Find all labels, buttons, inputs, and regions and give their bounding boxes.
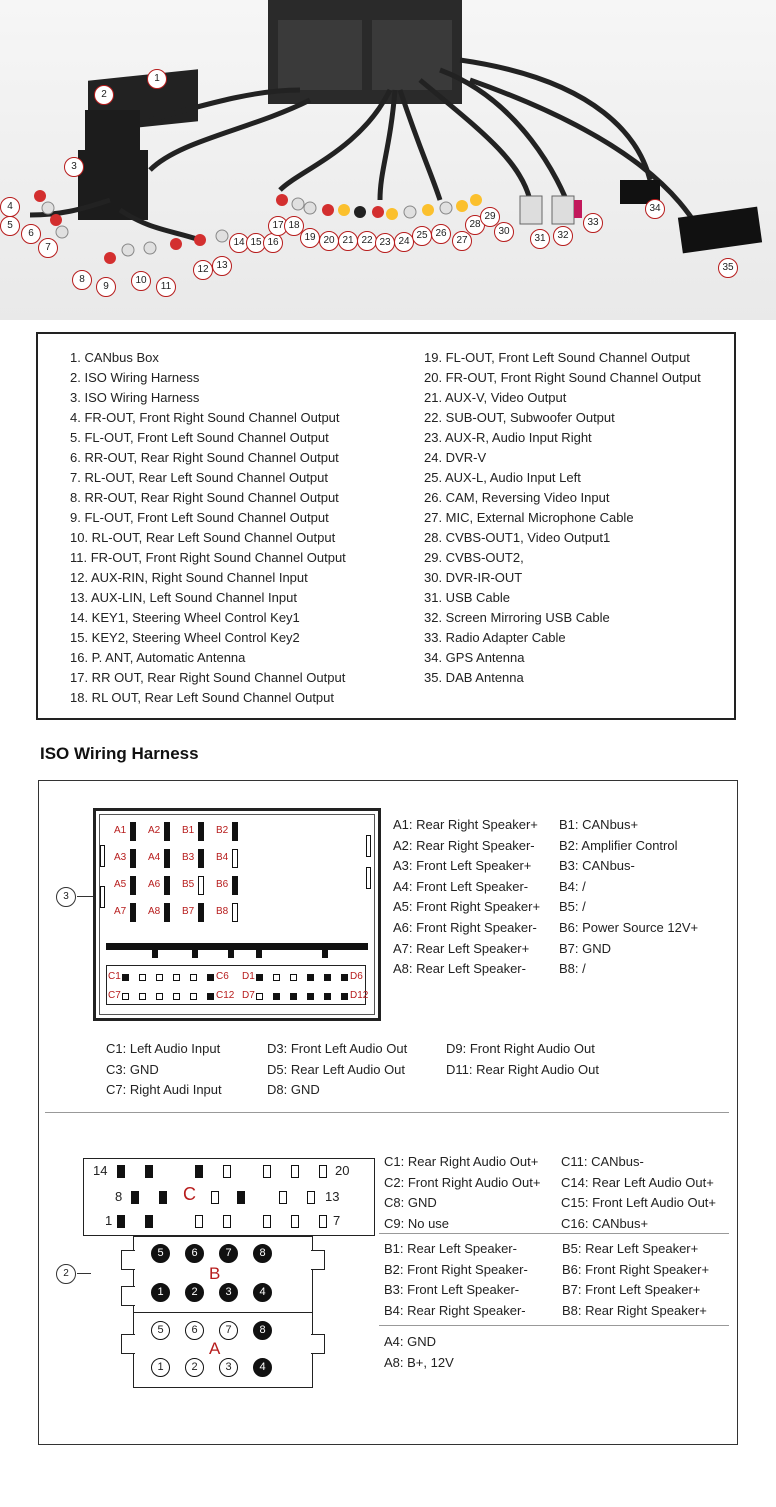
pin-description: C1: Rear Right Audio Out+ (384, 1154, 539, 1169)
pin-circle: 1 (151, 1283, 170, 1302)
pin-label: A1 (114, 825, 127, 836)
pin-contact-filled (164, 876, 170, 895)
legend-item: 5. FL-OUT, Front Left Sound Channel Output (70, 430, 329, 445)
pin-contact-filled (130, 876, 136, 895)
legend-item: 23. AUX-R, Audio Input Right (424, 430, 592, 445)
contact (341, 974, 348, 981)
pin-description: B3: CANbus- (559, 858, 635, 874)
callout-31: 31 (530, 229, 550, 249)
pin-contact-empty (198, 876, 204, 895)
callout-27: 27 (452, 231, 472, 251)
legend-right-column (424, 348, 701, 688)
side-notch (121, 1286, 135, 1306)
callout-2: 2 (94, 85, 114, 105)
callout-32: 32 (553, 226, 573, 246)
pin-contact-empty (232, 849, 238, 868)
legend-item: 25. AUX-L, Audio Input Left (424, 470, 581, 485)
pin-circle: 3 (219, 1283, 238, 1302)
contact (341, 993, 348, 1000)
product-photo (0, 0, 776, 320)
pin-description: B6: Front Right Speaker+ (562, 1261, 710, 1277)
latch-tab (100, 886, 105, 908)
callout-25: 25 (412, 226, 432, 246)
pin-description: C2: Front Right Audio Out+ (384, 1174, 541, 1190)
contact (173, 993, 180, 1000)
contact (273, 974, 280, 981)
pin-description: A4: GND (384, 1334, 437, 1349)
pin-description: A5: Front Right Speaker+ (393, 899, 541, 915)
pin-label: A5 (114, 879, 127, 890)
callout-5: 5 (0, 216, 20, 236)
legend-item: 2. ISO Wiring Harness (70, 370, 200, 385)
c-contact (279, 1191, 287, 1204)
pin-description: C3: GND (106, 1061, 159, 1077)
legend-item: 21. AUX-V, Video Output (424, 390, 567, 405)
pin-description: B8: Rear Right Speaker+ (562, 1302, 707, 1318)
pin-number: 7 (333, 1213, 341, 1228)
pin-description: B3: Front Left Speaker- (384, 1282, 520, 1298)
side-notch (311, 1334, 325, 1354)
callout-9: 9 (96, 277, 116, 297)
callout-34: 34 (645, 199, 665, 219)
pin-number: 8 (115, 1189, 123, 1204)
contact (190, 993, 197, 1000)
pin-circle: 8 (253, 1321, 272, 1340)
contact (122, 974, 129, 981)
contact (307, 993, 314, 1000)
row-label: D6 (350, 971, 363, 982)
pin-description: D5: Rear Left Audio Out (267, 1061, 406, 1077)
latch-tab (366, 867, 371, 889)
legend-item: 14. KEY1, Steering Wheel Control Key1 (70, 610, 300, 625)
callout-24: 24 (394, 232, 414, 252)
a-section-letter: A (209, 1339, 221, 1358)
pin-circle: 5 (151, 1321, 170, 1340)
c-contact (195, 1215, 203, 1228)
pin-description: D9: Front Right Audio Out (446, 1041, 595, 1056)
c-contact (117, 1215, 125, 1228)
pin-circle: 7 (219, 1321, 238, 1340)
pin-description: A2: Rear Right Speaker- (393, 837, 535, 853)
callout-28: 28 (465, 215, 485, 235)
legend-item: 17. RR OUT, Rear Right Sound Channel Output (70, 670, 346, 685)
c-contact (195, 1165, 203, 1178)
contact (139, 993, 146, 1000)
contact (307, 974, 314, 981)
legend-item: 12. AUX-RIN, Right Sound Channel Input (70, 570, 308, 585)
row-label: D7 (242, 990, 255, 1001)
connector-3 (93, 808, 381, 1021)
pin-contact-filled (130, 903, 136, 922)
contact (156, 974, 163, 981)
c-contact (223, 1215, 231, 1228)
pin-circle: 2 (185, 1358, 204, 1377)
ab-divider (133, 1312, 313, 1313)
pin-label: B3 (182, 852, 195, 863)
pin-description: C15: Front Left Audio Out+ (561, 1195, 717, 1211)
contact (290, 974, 297, 981)
pin-label: B5 (182, 879, 195, 890)
callout-15: 15 (246, 233, 266, 253)
divider (379, 1233, 729, 1234)
c-section-letter: C (183, 1184, 196, 1204)
pin-description: B4: Rear Right Speaker- (384, 1302, 526, 1318)
contact (173, 974, 180, 981)
pin-contact-filled (164, 849, 170, 868)
pin-description: A8: Rear Left Speaker- (393, 961, 526, 977)
pin-circle: 6 (185, 1244, 204, 1263)
callout-1: 1 (147, 69, 167, 89)
pin-description: A1: Rear Right Speaker+ (393, 817, 538, 832)
harness-illustration (0, 0, 776, 320)
c-contact (223, 1165, 231, 1178)
pin-number: 14 (93, 1163, 108, 1178)
connector-3-callout: 3 (56, 887, 76, 907)
pin-description: A8: B+, 12V (384, 1354, 454, 1370)
key-notch (152, 950, 158, 958)
callout-10: 10 (131, 271, 151, 291)
callout-17: 17 (268, 216, 288, 236)
pin-label: B1 (182, 825, 195, 836)
iso-diagram-box (38, 780, 738, 1445)
pin-description: C14: Rear Left Audio Out+ (561, 1174, 714, 1190)
legend-item: 22. SUB-OUT, Subwoofer Output (424, 410, 615, 425)
callout-21: 21 (338, 231, 358, 251)
row-label: C1 (108, 971, 121, 982)
row-label: D12 (350, 990, 369, 1001)
c-contact (145, 1165, 153, 1178)
pin-description: B1: Rear Left Speaker- (384, 1241, 517, 1256)
c-contact (159, 1191, 167, 1204)
b-section-letter: B (209, 1264, 221, 1283)
pin-description: B6: Power Source 12V+ (559, 920, 699, 935)
c-contact (291, 1165, 299, 1178)
contact (256, 974, 263, 981)
callout-7: 7 (38, 238, 58, 258)
pin-description: C7: Right Audi Input (106, 1082, 222, 1098)
row-label: D1 (242, 971, 255, 982)
legend-item: 11. FR-OUT, Front Right Sound Channel Output (70, 550, 346, 565)
callout-3: 3 (64, 157, 84, 177)
legend-item: 16. P. ANT, Automatic Antenna (70, 650, 246, 665)
legend-item: 35. DAB Antenna (424, 670, 524, 685)
pin-description: C1: Left Audio Input (106, 1041, 221, 1056)
legend-item: 19. FL-OUT, Front Left Sound Channel Output (424, 350, 690, 365)
pin-description: B5: Rear Left Speaker+ (562, 1241, 699, 1256)
pin-circle: 3 (219, 1358, 238, 1377)
legend-item: 18. RL OUT, Rear Left Sound Channel Output (70, 690, 335, 705)
pin-description: C11: CANbus- (561, 1154, 644, 1169)
cable-legend (36, 332, 736, 720)
pin-description: B7: GND (559, 940, 612, 956)
callout-8: 8 (72, 270, 92, 290)
c-contact (319, 1215, 327, 1228)
connector-2-callout: 2 (56, 1264, 76, 1284)
contact (190, 974, 197, 981)
legend-item: 15. KEY2, Steering Wheel Control Key2 (70, 630, 300, 645)
contact (207, 974, 214, 981)
c-contact (117, 1165, 125, 1178)
side-notch (121, 1250, 135, 1270)
legend-item: 6. RR-OUT, Rear Right Sound Channel Output (70, 450, 339, 465)
callout-35: 35 (718, 258, 738, 278)
pin-label: B6 (216, 879, 229, 890)
c-contact (263, 1215, 271, 1228)
legend-item: 3. ISO Wiring Harness (70, 390, 200, 405)
pin-description: B4: / (559, 878, 586, 894)
contact (273, 993, 280, 1000)
divider (379, 1325, 729, 1326)
pin-description: A3: Front Left Speaker+ (393, 858, 532, 874)
legend-item: 31. USB Cable (424, 590, 510, 605)
callout-16: 16 (263, 233, 283, 253)
pin-description: B2: Front Right Speaker- (384, 1261, 528, 1277)
pin-label: A8 (148, 906, 161, 917)
pin-description: C9: No use (384, 1215, 450, 1231)
c-contact (319, 1165, 327, 1178)
pin-description: D11: Rear Right Audio Out (446, 1061, 599, 1077)
pin-circle: 4 (253, 1358, 272, 1377)
pin-description: A4: Front Left Speaker- (393, 878, 529, 894)
pin-description: A6: Front Right Speaker- (393, 920, 537, 935)
c-contact (237, 1191, 245, 1204)
contact (324, 993, 331, 1000)
pin-label: A2 (148, 825, 161, 836)
contact (207, 993, 214, 1000)
callout-29: 29 (480, 207, 500, 227)
legend-item: 28. CVBS-OUT1, Video Output1 (424, 530, 611, 545)
pin-description: C8: GND (384, 1195, 437, 1211)
divider (45, 1112, 729, 1113)
pin-description: D3: Front Left Audio Out (267, 1041, 408, 1056)
pin-contact-filled (164, 903, 170, 922)
pin-contact-filled (130, 822, 136, 841)
c-contact (291, 1215, 299, 1228)
pin-label: B4 (216, 852, 229, 863)
key-notch (228, 950, 234, 958)
callout-23: 23 (375, 233, 395, 253)
contact (156, 993, 163, 1000)
callout-13: 13 (212, 256, 232, 276)
section-title: ISO Wiring Harness (40, 744, 199, 763)
pin-label: A6 (148, 879, 161, 890)
callout-6: 6 (21, 224, 41, 244)
pin-label: A7 (114, 906, 127, 917)
callout-14: 14 (229, 233, 249, 253)
contact (122, 993, 129, 1000)
legend-item: 7. RL-OUT, Rear Left Sound Channel Output (70, 470, 328, 485)
divider-bar (106, 943, 368, 950)
pin-contact-filled (232, 822, 238, 841)
legend-item: 32. Screen Mirroring USB Cable (424, 610, 610, 625)
contact (324, 974, 331, 981)
pin-description: A7: Rear Left Speaker+ (393, 940, 530, 956)
row-label: C6 (216, 971, 229, 982)
legend-item: 29. CVBS-OUT2, (424, 550, 524, 565)
legend-item: 9. FL-OUT, Front Left Sound Channel Output (70, 510, 329, 525)
pin-description: B5: / (559, 899, 586, 915)
c-contact (131, 1191, 139, 1204)
pin-label: A4 (148, 852, 161, 863)
pin-circle: 4 (253, 1283, 272, 1302)
callout-26: 26 (431, 224, 451, 244)
key-notch (322, 950, 328, 958)
pin-label: A3 (114, 852, 127, 863)
legend-left-column (70, 348, 346, 708)
pin-description: B2: Amplifier Control (559, 837, 678, 853)
pin-number: 13 (325, 1189, 340, 1204)
pin-label: B7 (182, 906, 195, 917)
callout-leader (77, 896, 93, 897)
latch-tab (100, 845, 105, 867)
legend-item: 8. RR-OUT, Rear Right Sound Channel Output (70, 490, 339, 505)
pin-circle: 7 (219, 1244, 238, 1263)
legend-item: 20. FR-OUT, Front Right Sound Channel Output (424, 370, 701, 385)
callout-18: 18 (284, 216, 304, 236)
legend-item: 34. GPS Antenna (424, 650, 525, 665)
callout-20: 20 (319, 231, 339, 251)
pin-contact-filled (164, 822, 170, 841)
pin-contact-empty (232, 903, 238, 922)
legend-item: 26. CAM, Reversing Video Input (424, 490, 610, 505)
pin-label: B8 (216, 906, 229, 917)
legend-item: 24. DVR-V (424, 450, 487, 465)
callout-4: 4 (0, 197, 20, 217)
pin-description: B1: CANbus+ (559, 817, 639, 832)
pin-label: B2 (216, 825, 229, 836)
callout-19: 19 (300, 228, 320, 248)
legend-item: 33. Radio Adapter Cable (424, 630, 566, 645)
legend-item: 13. AUX-LIN, Left Sound Channel Input (70, 590, 297, 605)
pin-contact-filled (232, 876, 238, 895)
pin-description: B8: / (559, 961, 586, 977)
pin-number: 20 (335, 1163, 350, 1178)
c-contact (145, 1215, 153, 1228)
legend-item: 10. RL-OUT, Rear Left Sound Channel Output (70, 530, 336, 545)
pin-circle: 1 (151, 1358, 170, 1377)
c-contact (211, 1191, 219, 1204)
callout-33: 33 (583, 213, 603, 233)
pin-contact-filled (198, 903, 204, 922)
callout-22: 22 (357, 231, 377, 251)
key-notch (256, 950, 262, 958)
pin-circle: 6 (185, 1321, 204, 1340)
pin-circle: 8 (253, 1244, 272, 1263)
c-contact (263, 1165, 271, 1178)
callout-30: 30 (494, 222, 514, 242)
row-label: C12 (216, 990, 235, 1001)
key-notch (192, 950, 198, 958)
row-label: C7 (108, 990, 121, 1001)
pin-number: 1 (105, 1213, 113, 1228)
legend-item: 30. DVR-IR-OUT (424, 570, 523, 585)
contact (139, 974, 146, 981)
callout-11: 11 (156, 277, 176, 297)
c-contact (307, 1191, 315, 1204)
pin-contact-filled (130, 849, 136, 868)
pin-description: D8: GND (267, 1082, 320, 1098)
side-notch (311, 1250, 325, 1270)
pin-circle: 5 (151, 1244, 170, 1263)
connector-2 (83, 1158, 375, 1390)
legend-item: 27. MIC, External Microphone Cable (424, 510, 634, 525)
pin-description: B7: Front Left Speaker+ (562, 1282, 701, 1298)
pin-description: C16: CANbus+ (561, 1215, 649, 1231)
legend-item: 1. CANbus Box (70, 350, 159, 365)
callout-12: 12 (193, 260, 213, 280)
contact (256, 993, 263, 1000)
side-notch (121, 1334, 135, 1354)
legend-item: 4. FR-OUT, Front Right Sound Channel Output (70, 410, 340, 425)
pin-circle: 2 (185, 1283, 204, 1302)
latch-tab (366, 835, 371, 857)
pin-contact-filled (198, 849, 204, 868)
contact (290, 993, 297, 1000)
pin-contact-filled (198, 822, 204, 841)
